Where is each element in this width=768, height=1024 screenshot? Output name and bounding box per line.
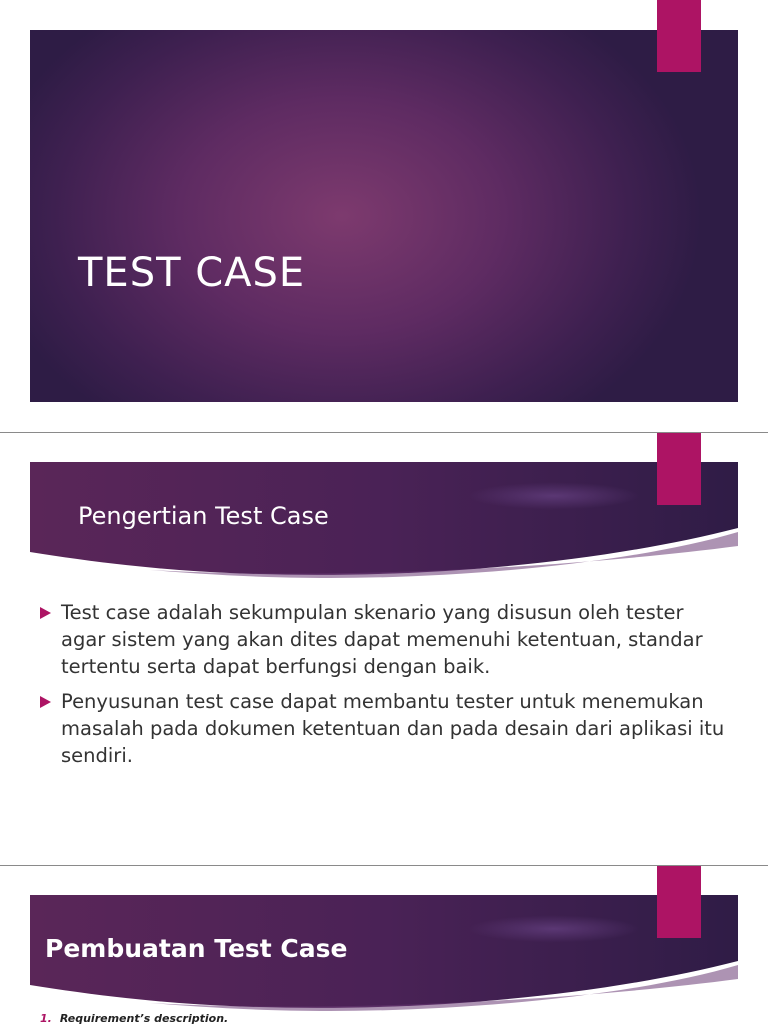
accent-tab [657, 866, 701, 938]
triangle-bullet-icon [40, 696, 51, 708]
numbered-list-item [40, 1012, 228, 1024]
bullet-item [38, 688, 728, 769]
list-number: 1. [40, 1012, 52, 1024]
accent-tab [657, 433, 701, 505]
bullet-list [38, 599, 728, 777]
triangle-bullet-icon [40, 607, 51, 619]
bullet-text: Penyusunan test case dapat membantu tester untuk menemukan masalah pada dokumen ketentuan dan pada desain dari aplikasi itu sendiri. [61, 690, 725, 767]
slide-pengertian [0, 433, 768, 865]
slide-pembuatan [0, 866, 768, 1024]
slide-title-text: Pembuatan Test Case [45, 934, 348, 963]
bullet-item [38, 599, 728, 680]
slide-title-text: TEST CASE [78, 250, 306, 296]
accent-tab [657, 0, 701, 72]
list-text: Requirement’s description. [59, 1012, 229, 1024]
slide-title [0, 0, 768, 432]
slide-title-text: Pengertian Test Case [78, 502, 329, 530]
bullet-text: Test case adalah sekumpulan skenario yang disusun oleh tester agar sistem yang akan dites dapat memenuhi ketentuan, standar tertentu serta dapat berfungsi dengan baik. [61, 601, 703, 678]
title-background-panel [30, 30, 738, 402]
